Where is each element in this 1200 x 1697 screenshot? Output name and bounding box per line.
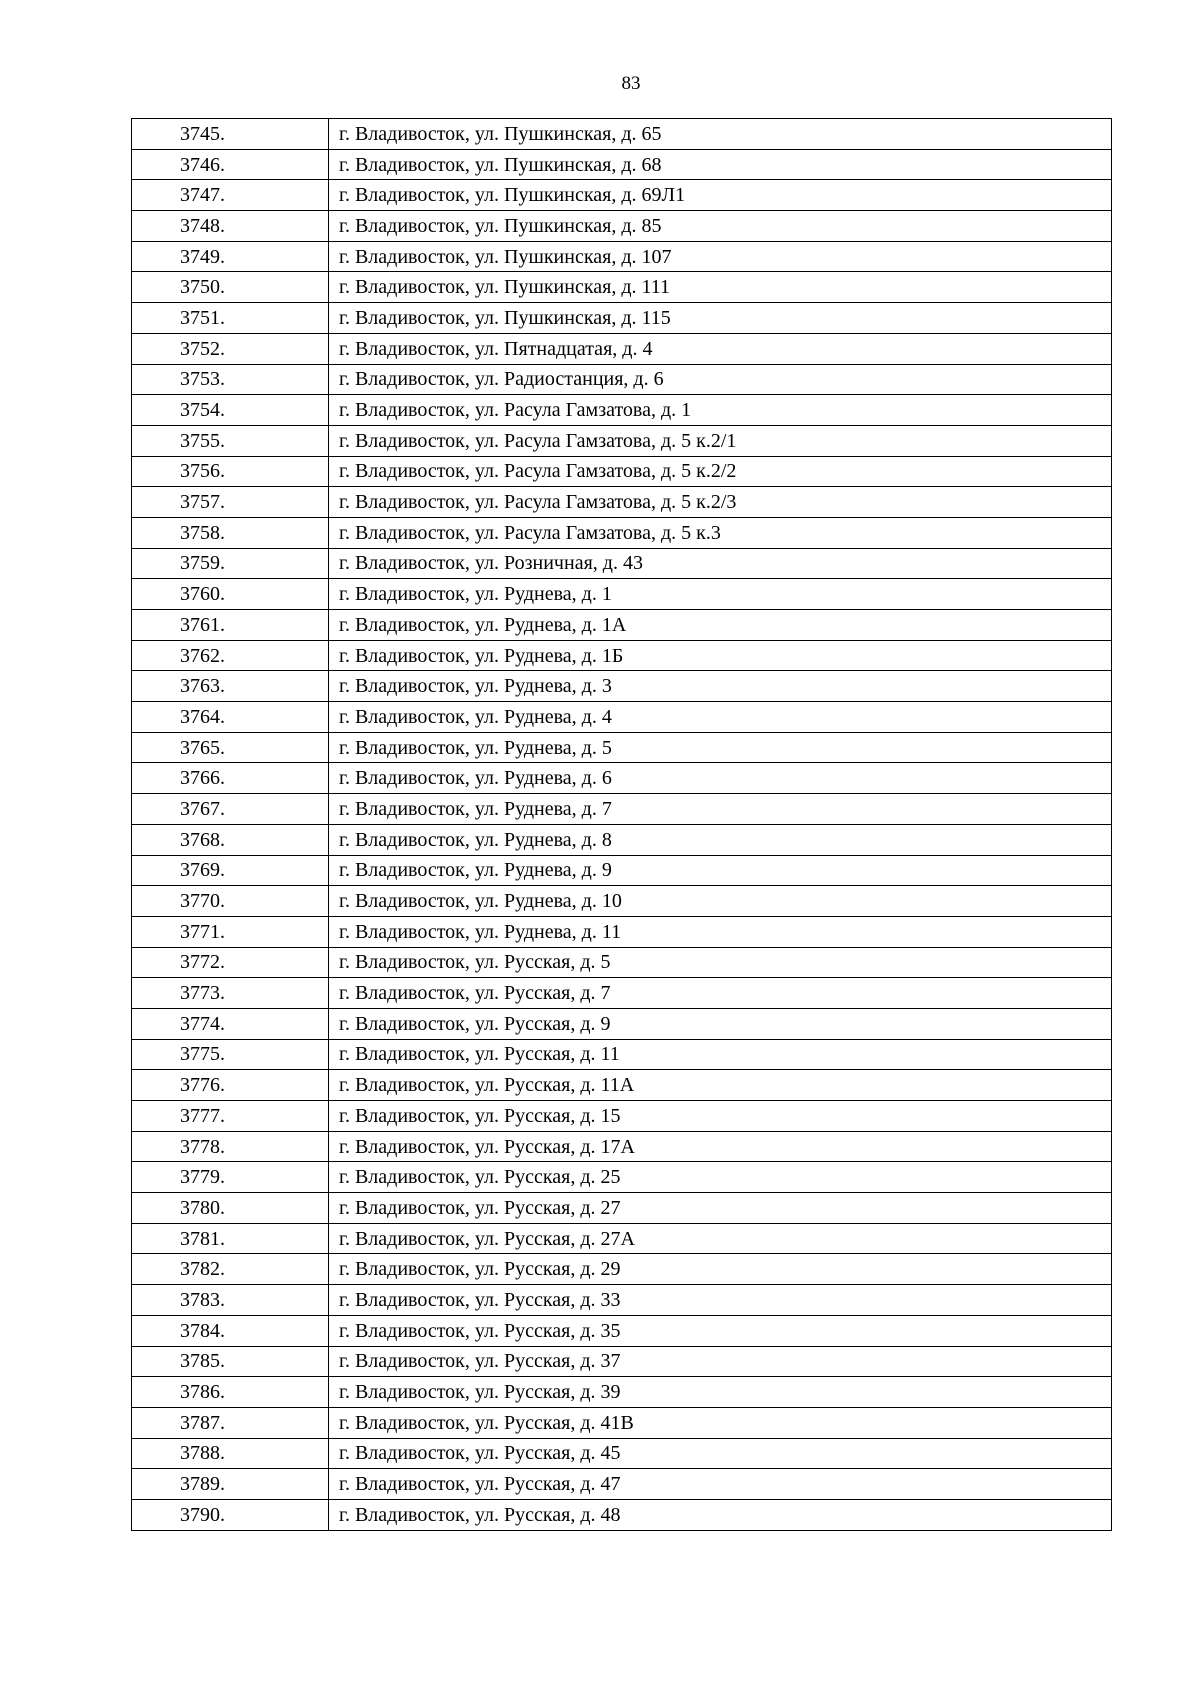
table-row bbox=[132, 824, 1112, 855]
row-number-cell: 3764. bbox=[132, 702, 329, 733]
row-number-cell: 3781. bbox=[132, 1223, 329, 1254]
address-cell: г. Владивосток, ул. Расула Гамзатова, д. 1 bbox=[329, 395, 1112, 426]
table-row bbox=[132, 671, 1112, 702]
row-number-cell: 3752. bbox=[132, 333, 329, 364]
row-number-cell: 3750. bbox=[132, 272, 329, 303]
address-cell: г. Владивосток, ул. Руднева, д. 4 bbox=[329, 702, 1112, 733]
page-number: 83 bbox=[621, 73, 641, 94]
table-row bbox=[132, 180, 1112, 211]
table-row bbox=[132, 272, 1112, 303]
address-cell: г. Владивосток, ул. Руднева, д. 3 bbox=[329, 671, 1112, 702]
row-number-cell: 3770. bbox=[132, 886, 329, 917]
address-cell: г. Владивосток, ул. Руднева, д. 11 bbox=[329, 916, 1112, 947]
address-cell: г. Владивосток, ул. Русская, д. 48 bbox=[329, 1499, 1112, 1530]
address-cell: г. Владивосток, ул. Руднева, д. 7 bbox=[329, 794, 1112, 825]
table-row bbox=[132, 794, 1112, 825]
row-number-cell: 3771. bbox=[132, 916, 329, 947]
table-row bbox=[132, 702, 1112, 733]
table-row bbox=[132, 732, 1112, 763]
table-row bbox=[132, 640, 1112, 671]
row-number-cell: 3773. bbox=[132, 978, 329, 1009]
address-cell: г. Владивосток, ул. Русская, д. 33 bbox=[329, 1285, 1112, 1316]
address-cell: г. Владивосток, ул. Русская, д. 27А bbox=[329, 1223, 1112, 1254]
row-number-cell: 3777. bbox=[132, 1101, 329, 1132]
row-number-cell: 3760. bbox=[132, 579, 329, 610]
row-number-cell: 3765. bbox=[132, 732, 329, 763]
table-row bbox=[132, 1438, 1112, 1469]
row-number-cell: 3748. bbox=[132, 211, 329, 242]
row-number-cell: 3761. bbox=[132, 610, 329, 641]
address-cell: г. Владивосток, ул. Расула Гамзатова, д. 5 к.2/3 bbox=[329, 487, 1112, 518]
address-cell: г. Владивосток, ул. Пушкинская, д. 115 bbox=[329, 303, 1112, 334]
address-cell: г. Владивосток, ул. Пятнадцатая, д. 4 bbox=[329, 333, 1112, 364]
table-row bbox=[132, 1254, 1112, 1285]
table-row bbox=[132, 916, 1112, 947]
table-row bbox=[132, 119, 1112, 150]
address-cell: г. Владивосток, ул. Руднева, д. 10 bbox=[329, 886, 1112, 917]
row-number-cell: 3768. bbox=[132, 824, 329, 855]
address-cell: г. Владивосток, ул. Русская, д. 39 bbox=[329, 1377, 1112, 1408]
row-number-cell: 3785. bbox=[132, 1346, 329, 1377]
table-row bbox=[132, 1499, 1112, 1530]
row-number-cell: 3783. bbox=[132, 1285, 329, 1316]
row-number-cell: 3789. bbox=[132, 1469, 329, 1500]
table-row bbox=[132, 548, 1112, 579]
address-cell: г. Владивосток, ул. Расула Гамзатова, д. 5 к.2/2 bbox=[329, 456, 1112, 487]
row-number-cell: 3757. bbox=[132, 487, 329, 518]
row-number-cell: 3778. bbox=[132, 1131, 329, 1162]
table-row bbox=[132, 1469, 1112, 1500]
address-cell: г. Владивосток, ул. Русская, д. 15 bbox=[329, 1101, 1112, 1132]
address-cell: г. Владивосток, ул. Русская, д. 25 bbox=[329, 1162, 1112, 1193]
address-cell: г. Владивосток, ул. Расула Гамзатова, д. 5 к.2/1 bbox=[329, 425, 1112, 456]
address-cell: г. Владивосток, ул. Русская, д. 7 bbox=[329, 978, 1112, 1009]
address-cell: г. Владивосток, ул. Русская, д. 9 bbox=[329, 1008, 1112, 1039]
row-number-cell: 3756. bbox=[132, 456, 329, 487]
row-number-cell: 3786. bbox=[132, 1377, 329, 1408]
row-number-cell: 3772. bbox=[132, 947, 329, 978]
address-cell: г. Владивосток, ул. Радиостанция, д. 6 bbox=[329, 364, 1112, 395]
table-row bbox=[132, 855, 1112, 886]
address-table-body bbox=[132, 119, 1112, 1531]
row-number-cell: 3763. bbox=[132, 671, 329, 702]
table-row bbox=[132, 456, 1112, 487]
address-cell: г. Владивосток, ул. Руднева, д. 1Б bbox=[329, 640, 1112, 671]
table-row bbox=[132, 1223, 1112, 1254]
row-number-cell: 3754. bbox=[132, 395, 329, 426]
row-number-cell: 3755. bbox=[132, 425, 329, 456]
table-row bbox=[132, 1407, 1112, 1438]
address-cell: г. Владивосток, ул. Руднева, д. 9 bbox=[329, 855, 1112, 886]
row-number-cell: 3759. bbox=[132, 548, 329, 579]
row-number-cell: 3749. bbox=[132, 241, 329, 272]
table-row bbox=[132, 333, 1112, 364]
table-row bbox=[132, 149, 1112, 180]
table-row bbox=[132, 579, 1112, 610]
table-row bbox=[132, 211, 1112, 242]
address-cell: г. Владивосток, ул. Русская, д. 29 bbox=[329, 1254, 1112, 1285]
row-number-cell: 3769. bbox=[132, 855, 329, 886]
table-row bbox=[132, 1285, 1112, 1316]
row-number-cell: 3784. bbox=[132, 1315, 329, 1346]
row-number-cell: 3747. bbox=[132, 180, 329, 211]
table-row bbox=[132, 303, 1112, 334]
address-cell: г. Владивосток, ул. Пушкинская, д. 68 bbox=[329, 149, 1112, 180]
address-cell: г. Владивосток, ул. Расула Гамзатова, д. 5 к.3 bbox=[329, 517, 1112, 548]
table-row bbox=[132, 1008, 1112, 1039]
row-number-cell: 3790. bbox=[132, 1499, 329, 1530]
address-cell: г. Владивосток, ул. Пушкинская, д. 85 bbox=[329, 211, 1112, 242]
table-row bbox=[132, 241, 1112, 272]
address-table bbox=[131, 118, 1112, 1531]
row-number-cell: 3766. bbox=[132, 763, 329, 794]
table-row bbox=[132, 978, 1112, 1009]
table-row bbox=[132, 1162, 1112, 1193]
row-number-cell: 3787. bbox=[132, 1407, 329, 1438]
table-row bbox=[132, 364, 1112, 395]
row-number-cell: 3745. bbox=[132, 119, 329, 150]
address-cell: г. Владивосток, ул. Пушкинская, д. 65 bbox=[329, 119, 1112, 150]
table-row bbox=[132, 1039, 1112, 1070]
row-number-cell: 3774. bbox=[132, 1008, 329, 1039]
table-row bbox=[132, 517, 1112, 548]
address-cell: г. Владивосток, ул. Русская, д. 47 bbox=[329, 1469, 1112, 1500]
address-cell: г. Владивосток, ул. Руднева, д. 6 bbox=[329, 763, 1112, 794]
row-number-cell: 3776. bbox=[132, 1070, 329, 1101]
table-row bbox=[132, 487, 1112, 518]
address-cell: г. Владивосток, ул. Русская, д. 41В bbox=[329, 1407, 1112, 1438]
address-cell: г. Владивосток, ул. Русская, д. 37 bbox=[329, 1346, 1112, 1377]
row-number-cell: 3780. bbox=[132, 1193, 329, 1224]
address-cell: г. Владивосток, ул. Русская, д. 27 bbox=[329, 1193, 1112, 1224]
address-cell: г. Владивосток, ул. Русская, д. 11А bbox=[329, 1070, 1112, 1101]
table-row bbox=[132, 425, 1112, 456]
address-cell: г. Владивосток, ул. Русская, д. 35 bbox=[329, 1315, 1112, 1346]
row-number-cell: 3751. bbox=[132, 303, 329, 334]
table-row bbox=[132, 763, 1112, 794]
row-number-cell: 3762. bbox=[132, 640, 329, 671]
table-row bbox=[132, 947, 1112, 978]
table-row bbox=[132, 1315, 1112, 1346]
table-row bbox=[132, 610, 1112, 641]
table-row bbox=[132, 1131, 1112, 1162]
table-row bbox=[132, 1377, 1112, 1408]
address-cell: г. Владивосток, ул. Руднева, д. 1А bbox=[329, 610, 1112, 641]
row-number-cell: 3753. bbox=[132, 364, 329, 395]
table-row bbox=[132, 395, 1112, 426]
table-row bbox=[132, 1193, 1112, 1224]
address-cell: г. Владивосток, ул. Пушкинская, д. 111 bbox=[329, 272, 1112, 303]
table-row bbox=[132, 1101, 1112, 1132]
table-row bbox=[132, 1070, 1112, 1101]
row-number-cell: 3775. bbox=[132, 1039, 329, 1070]
row-number-cell: 3779. bbox=[132, 1162, 329, 1193]
address-cell: г. Владивосток, ул. Руднева, д. 8 bbox=[329, 824, 1112, 855]
row-number-cell: 3758. bbox=[132, 517, 329, 548]
table-row bbox=[132, 886, 1112, 917]
address-cell: г. Владивосток, ул. Пушкинская, д. 107 bbox=[329, 241, 1112, 272]
address-cell: г. Владивосток, ул. Русская, д. 45 bbox=[329, 1438, 1112, 1469]
address-cell: г. Владивосток, ул. Русская, д. 11 bbox=[329, 1039, 1112, 1070]
address-cell: г. Владивосток, ул. Руднева, д. 5 bbox=[329, 732, 1112, 763]
row-number-cell: 3746. bbox=[132, 149, 329, 180]
address-cell: г. Владивосток, ул. Розничная, д. 43 bbox=[329, 548, 1112, 579]
address-cell: г. Владивосток, ул. Русская, д. 5 bbox=[329, 947, 1112, 978]
row-number-cell: 3788. bbox=[132, 1438, 329, 1469]
address-cell: г. Владивосток, ул. Русская, д. 17А bbox=[329, 1131, 1112, 1162]
address-cell: г. Владивосток, ул. Руднева, д. 1 bbox=[329, 579, 1112, 610]
row-number-cell: 3767. bbox=[132, 794, 329, 825]
row-number-cell: 3782. bbox=[132, 1254, 329, 1285]
table-row bbox=[132, 1346, 1112, 1377]
address-cell: г. Владивосток, ул. Пушкинская, д. 69Л1 bbox=[329, 180, 1112, 211]
